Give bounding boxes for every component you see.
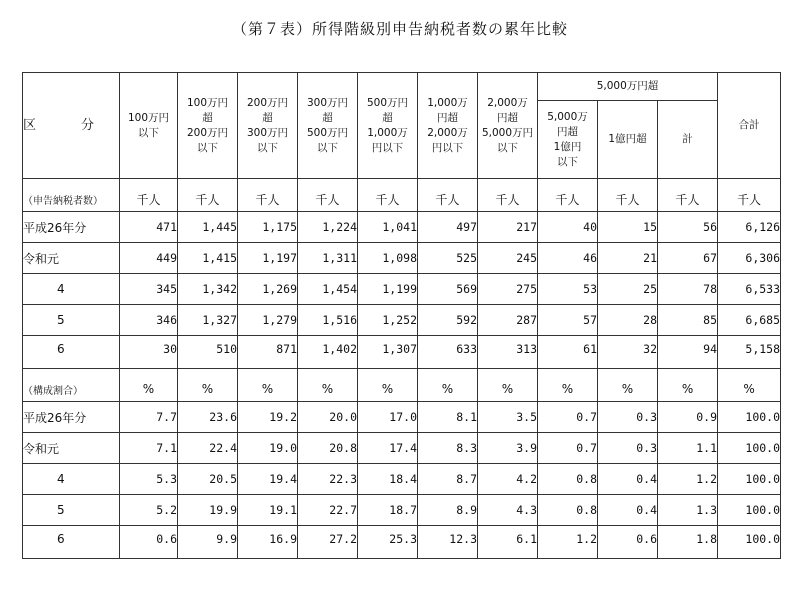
value-cell: 1,307 [358, 336, 418, 369]
value-cell: 100.0 [718, 402, 781, 433]
value-cell: 510 [178, 336, 238, 369]
value-cell: 4.3 [478, 495, 538, 526]
total-header: 合計 [718, 73, 781, 179]
value-cell: 0.7 [538, 433, 598, 464]
table-header [23, 73, 781, 179]
unit-cell: 千人 [418, 179, 478, 212]
row-label: 6 [23, 526, 120, 559]
value-cell: 28 [598, 305, 658, 336]
value-cell: 19.0 [238, 433, 298, 464]
value-cell: 19.2 [238, 402, 298, 433]
value-cell: 1,402 [298, 336, 358, 369]
unit-row [23, 179, 781, 212]
col-header: 100万円 超 200万円 以下 [178, 73, 238, 179]
value-cell: 15 [598, 212, 658, 243]
value-cell: 16.9 [238, 526, 298, 559]
value-cell: 633 [418, 336, 478, 369]
unit-cell: 千人 [120, 179, 178, 212]
table-row [23, 526, 781, 559]
kubun-header: 区 分 [23, 73, 120, 179]
value-cell: 871 [238, 336, 298, 369]
unit-cell: 千人 [538, 179, 598, 212]
value-cell: 0.3 [598, 433, 658, 464]
value-cell: 345 [120, 274, 178, 305]
unit-cell: % [178, 369, 238, 402]
value-cell: 100.0 [718, 495, 781, 526]
value-cell: 18.4 [358, 464, 418, 495]
value-cell: 20.5 [178, 464, 238, 495]
unit-cell: % [238, 369, 298, 402]
value-cell: 1,445 [178, 212, 238, 243]
unit-cell: % [718, 369, 781, 402]
table-row [23, 336, 781, 369]
value-cell: 0.3 [598, 402, 658, 433]
value-cell: 1,279 [238, 305, 298, 336]
value-cell: 1,516 [298, 305, 358, 336]
value-cell: 1,252 [358, 305, 418, 336]
value-cell: 217 [478, 212, 538, 243]
value-cell: 525 [418, 243, 478, 274]
value-cell: 7.1 [120, 433, 178, 464]
value-cell: 22.4 [178, 433, 238, 464]
value-cell: 3.5 [478, 402, 538, 433]
value-cell: 287 [478, 305, 538, 336]
value-cell: 94 [658, 336, 718, 369]
table-row [23, 212, 781, 243]
value-cell: 0.9 [658, 402, 718, 433]
value-cell: 0.6 [598, 526, 658, 559]
value-cell: 4.2 [478, 464, 538, 495]
col-header: 500万円 超 1,000万 円以下 [358, 73, 418, 179]
value-cell: 20.8 [298, 433, 358, 464]
value-cell: 100.0 [718, 526, 781, 559]
col-header: 5,000万 円超 1億円 以下 [538, 101, 598, 179]
value-cell: 27.2 [298, 526, 358, 559]
table-row [23, 243, 781, 274]
value-cell: 471 [120, 212, 178, 243]
value-cell: 1,197 [238, 243, 298, 274]
value-cell: 8.9 [418, 495, 478, 526]
value-cell: 1,269 [238, 274, 298, 305]
value-cell: 17.0 [358, 402, 418, 433]
value-cell: 21 [598, 243, 658, 274]
value-cell: 8.1 [418, 402, 478, 433]
value-cell: 1,454 [298, 274, 358, 305]
value-cell: 1,415 [178, 243, 238, 274]
value-cell: 1.8 [658, 526, 718, 559]
row-label: 令和元 [23, 433, 120, 464]
value-cell: 1,342 [178, 274, 238, 305]
value-cell: 1,327 [178, 305, 238, 336]
value-cell: 1.2 [538, 526, 598, 559]
income-class-table [22, 72, 781, 559]
unit-row [23, 369, 781, 402]
value-cell: 25 [598, 274, 658, 305]
value-cell: 1,199 [358, 274, 418, 305]
value-cell: 19.9 [178, 495, 238, 526]
value-cell: 0.4 [598, 495, 658, 526]
col-header: 計 [658, 101, 718, 179]
value-cell: 53 [538, 274, 598, 305]
value-cell: 1,098 [358, 243, 418, 274]
col-header: 1,000万 円超 2,000万 円以下 [418, 73, 478, 179]
value-cell: 8.3 [418, 433, 478, 464]
value-cell: 23.6 [178, 402, 238, 433]
value-cell: 18.7 [358, 495, 418, 526]
value-cell: 17.4 [358, 433, 418, 464]
value-cell: 9.9 [178, 526, 238, 559]
unit-cell: 千人 [658, 179, 718, 212]
value-cell: 57 [538, 305, 598, 336]
unit-cell: 千人 [358, 179, 418, 212]
col-header: 200万円 超 300万円 以下 [238, 73, 298, 179]
value-cell: 6,126 [718, 212, 781, 243]
unit-cell: % [418, 369, 478, 402]
table-row [23, 305, 781, 336]
value-cell: 5.2 [120, 495, 178, 526]
value-cell: 8.7 [418, 464, 478, 495]
value-cell: 5.3 [120, 464, 178, 495]
value-cell: 1,311 [298, 243, 358, 274]
row-label: 4 [23, 464, 120, 495]
table-row [23, 274, 781, 305]
value-cell: 6,533 [718, 274, 781, 305]
value-cell: 592 [418, 305, 478, 336]
section-label: （構成割合） [23, 369, 120, 402]
unit-cell: 千人 [598, 179, 658, 212]
value-cell: 6,685 [718, 305, 781, 336]
unit-cell: 千人 [718, 179, 781, 212]
value-cell: 346 [120, 305, 178, 336]
unit-cell: % [478, 369, 538, 402]
value-cell: 5,158 [718, 336, 781, 369]
col-header: 100万円 以下 [120, 73, 178, 179]
value-cell: 1.2 [658, 464, 718, 495]
value-cell: 6.1 [478, 526, 538, 559]
row-label: 平成26年分 [23, 402, 120, 433]
value-cell: 61 [538, 336, 598, 369]
value-cell: 32 [598, 336, 658, 369]
value-cell: 0.8 [538, 464, 598, 495]
value-cell: 1.1 [658, 433, 718, 464]
value-cell: 30 [120, 336, 178, 369]
col-header: 300万円 超 500万円 以下 [298, 73, 358, 179]
value-cell: 22.7 [298, 495, 358, 526]
value-cell: 497 [418, 212, 478, 243]
value-cell: 25.3 [358, 526, 418, 559]
unit-cell: % [120, 369, 178, 402]
table-row [23, 402, 781, 433]
unit-cell: 千人 [238, 179, 298, 212]
value-cell: 1,175 [238, 212, 298, 243]
value-cell: 0.4 [598, 464, 658, 495]
row-label: 4 [23, 274, 120, 305]
value-cell: 275 [478, 274, 538, 305]
value-cell: 313 [478, 336, 538, 369]
value-cell: 85 [658, 305, 718, 336]
value-cell: 100.0 [718, 464, 781, 495]
row-label: 5 [23, 495, 120, 526]
value-cell: 6,306 [718, 243, 781, 274]
section-taxpayers [23, 179, 781, 369]
unit-cell: % [298, 369, 358, 402]
section-ratio [23, 369, 781, 559]
value-cell: 46 [538, 243, 598, 274]
row-label: 5 [23, 305, 120, 336]
value-cell: 67 [658, 243, 718, 274]
value-cell: 1.3 [658, 495, 718, 526]
value-cell: 100.0 [718, 433, 781, 464]
row-label: 令和元 [23, 243, 120, 274]
value-cell: 0.6 [120, 526, 178, 559]
col-header: 1億円超 [598, 101, 658, 179]
table-row [23, 464, 781, 495]
value-cell: 245 [478, 243, 538, 274]
section-label: （申告納税者数） [23, 179, 120, 212]
page-title: （第７表）所得階級別申告納税者数の累年比較 [231, 20, 568, 38]
unit-cell: % [598, 369, 658, 402]
unit-cell: 千人 [298, 179, 358, 212]
value-cell: 449 [120, 243, 178, 274]
col-header: 2,000万 円超 5,000万円 以下 [478, 73, 538, 179]
value-cell: 19.4 [238, 464, 298, 495]
table-row [23, 495, 781, 526]
row-label: 平成26年分 [23, 212, 120, 243]
group-header: 5,000万円超 [538, 73, 718, 101]
unit-cell: % [538, 369, 598, 402]
value-cell: 19.1 [238, 495, 298, 526]
value-cell: 569 [418, 274, 478, 305]
value-cell: 3.9 [478, 433, 538, 464]
value-cell: 56 [658, 212, 718, 243]
value-cell: 7.7 [120, 402, 178, 433]
value-cell: 22.3 [298, 464, 358, 495]
value-cell: 0.7 [538, 402, 598, 433]
value-cell: 78 [658, 274, 718, 305]
value-cell: 0.8 [538, 495, 598, 526]
unit-cell: % [658, 369, 718, 402]
unit-cell: % [358, 369, 418, 402]
unit-cell: 千人 [478, 179, 538, 212]
value-cell: 40 [538, 212, 598, 243]
value-cell: 20.0 [298, 402, 358, 433]
unit-cell: 千人 [178, 179, 238, 212]
table-row [23, 433, 781, 464]
row-label: 6 [23, 336, 120, 369]
value-cell: 1,041 [358, 212, 418, 243]
value-cell: 1,224 [298, 212, 358, 243]
value-cell: 12.3 [418, 526, 478, 559]
